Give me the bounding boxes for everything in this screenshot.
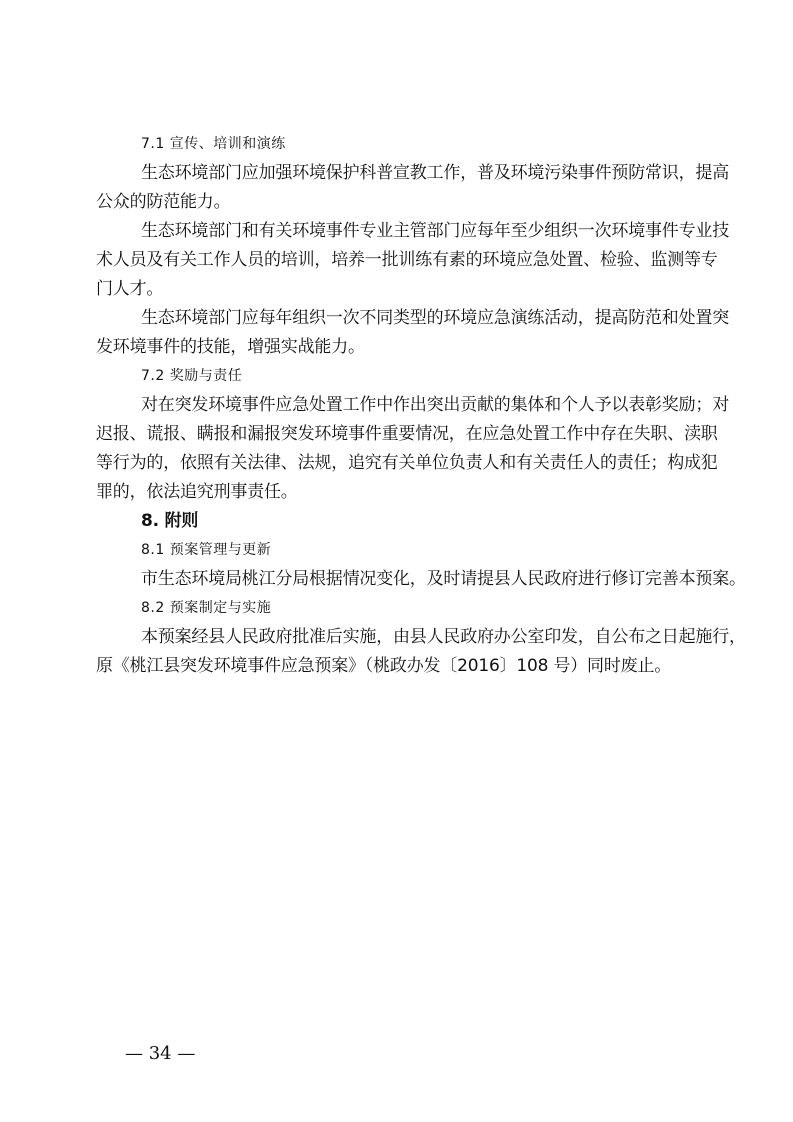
page-number: — 34 —: [125, 1043, 196, 1064]
paragraph-first-line: 本预案经县人民政府批准后实施，由县人民政府办公室印发，自公布之日起施行，: [141, 627, 746, 647]
paragraph-line: 公众的防范能力。: [96, 192, 231, 212]
section-heading: 8.1 预案管理与更新: [141, 542, 272, 558]
paragraph-first-line: 生态环境部门应加强环境保护科普宣教工作，普及环境污染事件预防常识，提高: [141, 163, 729, 183]
paragraph-first-line: 对在突发环境事件应急处置工作中作出突出贡献的集体和个人予以表彰奖励；对: [141, 395, 729, 415]
section-heading: 8.2 预案制定与实施: [141, 600, 272, 616]
paragraph-line: 等行为的，依照有关法律、法规，追究有关单位负责人和有关责任人的责任；构成犯: [96, 453, 718, 473]
section-heading: 7.2 奖励与责任: [141, 368, 243, 384]
paragraph-line: 术人员及有关工作人员的培训，培养一批训练有素的环境应急处置、检验、监测等专: [96, 250, 718, 270]
paragraph-line: 罪的，依法追究刑事责任。: [96, 482, 298, 502]
paragraph-line: 迟报、谎报、瞒报和漏报突发环境事件重要情况，在应急处置工作中存在失职、渎职: [96, 424, 718, 444]
document-body: [96, 130, 746, 681]
paragraph-line: 发环境事件的技能，增强实战能力。: [96, 337, 365, 357]
chapter-heading: 8. 附则: [141, 511, 199, 531]
paragraph-first-line: 市生态环境局桃江分局根据情况变化，及时请提县人民政府进行修订完善本预案。: [141, 569, 746, 589]
section-heading: 7.1 宣传、培训和演练: [141, 136, 286, 152]
paragraph-first-line: 生态环境部门应每年组织一次不同类型的环境应急演练活动，提高防范和处置突: [141, 308, 729, 328]
paragraph-line: 原《桃江县突发环境事件应急预案》（桃政办发〔2016〕108 号）同时废止。: [96, 656, 672, 676]
paragraph-line: 门人才。: [96, 279, 164, 299]
paragraph-first-line: 生态环境部门和有关环境事件专业主管部门应每年至少组织一次环境事件专业技: [141, 221, 729, 241]
